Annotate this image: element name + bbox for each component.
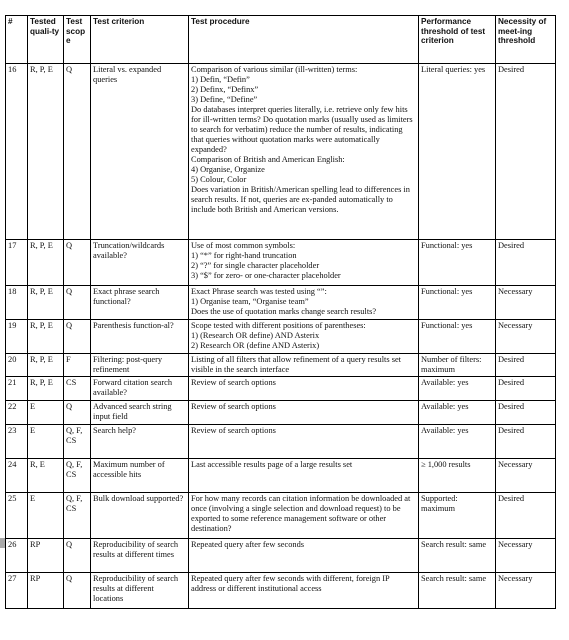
tested-quality-cell: R, P, E: [28, 286, 64, 320]
performance-threshold-cell: Functional: yes: [419, 240, 496, 286]
procedure-line: 1) Organise team, “Organise team”: [191, 297, 309, 306]
test-procedure-cell: [189, 539, 419, 573]
tested-quality-cell: RP: [28, 573, 64, 609]
necessity-cell: Desired: [496, 493, 556, 539]
procedure-line: 5) Colour, Color: [191, 175, 247, 184]
performance-threshold-cell: Search result: same: [419, 573, 496, 609]
procedure-line: 3) Define, “Define”: [191, 95, 258, 104]
test-scope-cell: Q, F, CS: [64, 425, 91, 459]
test-scope-cell: CS: [64, 377, 91, 401]
test-criteria-table: [5, 15, 556, 609]
procedure-line: Last accessible results page of a large results set: [191, 460, 353, 469]
test-procedure-cell: [189, 401, 419, 425]
test-procedure-cell: [189, 320, 419, 354]
test-procedure-cell: [189, 493, 419, 539]
row-number-cell: 16: [6, 64, 28, 240]
tested-quality-cell: R, P, E: [28, 64, 64, 240]
procedure-line: 2) “?” for single character placeholder: [191, 261, 320, 270]
necessity-cell: Desired: [496, 401, 556, 425]
header-test-criterion: Test criterion: [91, 16, 189, 64]
test-criterion-cell: Exact phrase search functional?: [91, 286, 189, 320]
procedure-line: 2) Definx, “Definx”: [191, 85, 259, 94]
table-row: [6, 320, 556, 354]
performance-threshold-cell: Literal queries: yes: [419, 64, 496, 240]
test-scope-cell: Q: [64, 64, 91, 240]
table-row: [6, 354, 556, 377]
tested-quality-cell: RP: [28, 539, 64, 573]
procedure-line: 1) Defin, “Defin”: [191, 75, 250, 84]
procedure-line: Repeated query after few seconds: [191, 540, 305, 549]
necessity-cell: Desired: [496, 240, 556, 286]
row-number-cell: 25: [6, 493, 28, 539]
necessity-cell: Necessary: [496, 286, 556, 320]
table-row: [6, 539, 556, 573]
test-criterion-cell: Advanced search string input field: [91, 401, 189, 425]
necessity-cell: Necessary: [496, 539, 556, 573]
procedure-line: 4) Organise, Organize: [191, 165, 265, 174]
performance-threshold-cell: Supported: maximum: [419, 493, 496, 539]
row-number-cell: 18: [6, 286, 28, 320]
test-procedure-cell: [189, 64, 419, 240]
test-criterion-cell: Reproducibility of search results at different locations: [91, 573, 189, 609]
test-scope-cell: Q, F, CS: [64, 493, 91, 539]
necessity-cell: Necessary: [496, 320, 556, 354]
test-criterion-cell: Filtering: post-query refinement: [91, 354, 189, 377]
header-necessity: Necessity of meet-ing threshold: [496, 16, 556, 64]
performance-threshold-cell: ≥ 1,000 results: [419, 459, 496, 493]
row-number-cell: 27: [6, 573, 28, 609]
row-number-cell: 21: [6, 377, 28, 401]
header-test-procedure: Test procedure: [189, 16, 419, 64]
table-row: [6, 401, 556, 425]
row-number-cell: 26: [6, 539, 28, 573]
necessity-cell: Desired: [496, 64, 556, 240]
test-criterion-cell: Forward citation search available?: [91, 377, 189, 401]
test-procedure-cell: [189, 354, 419, 377]
row-number-cell: 19: [6, 320, 28, 354]
tested-quality-cell: R, P, E: [28, 240, 64, 286]
tested-quality-cell: R, P, E: [28, 320, 64, 354]
table-body: [6, 64, 556, 609]
performance-threshold-cell: Available: yes: [419, 401, 496, 425]
performance-threshold-cell: Available: yes: [419, 425, 496, 459]
table-row: [6, 377, 556, 401]
test-criterion-cell: Truncation/wildcards available?: [91, 240, 189, 286]
procedure-line: Does the use of quotation marks change search results?: [191, 307, 377, 316]
table-row: [6, 493, 556, 539]
test-criterion-cell: Maximum number of accessible hits: [91, 459, 189, 493]
procedure-line: Repeated query after few seconds with different, foreign IP address or different institutional access: [191, 574, 390, 593]
tested-quality-cell: E: [28, 401, 64, 425]
procedure-line: 1) (Research OR define) AND Asterix: [191, 331, 320, 340]
row-number-cell: 20: [6, 354, 28, 377]
necessity-cell: Necessary: [496, 573, 556, 609]
procedure-line: 2) Research OR (define AND Asterix): [191, 341, 320, 350]
procedure-line: Comparison of various similar (ill-written) terms:: [191, 65, 358, 74]
test-scope-cell: Q: [64, 401, 91, 425]
table-row: [6, 240, 556, 286]
table-row: [6, 425, 556, 459]
header-performance-threshold: Performance threshold of test criterion: [419, 16, 496, 64]
test-procedure-cell: [189, 573, 419, 609]
procedure-line: Scope tested with different positions of parentheses:: [191, 321, 366, 330]
tested-quality-cell: R, P, E: [28, 377, 64, 401]
test-criterion-cell: Search help?: [91, 425, 189, 459]
test-scope-cell: Q: [64, 320, 91, 354]
test-procedure-cell: [189, 459, 419, 493]
table-header-row: [6, 16, 556, 64]
performance-threshold-cell: Available: yes: [419, 377, 496, 401]
test-procedure-cell: [189, 425, 419, 459]
row-number-cell: 22: [6, 401, 28, 425]
test-scope-cell: Q: [64, 286, 91, 320]
procedure-line: 1) “*” for right-hand truncation: [191, 251, 297, 260]
procedure-line: Listing of all filters that allow refinement of a query results set visible in the search interface: [191, 355, 402, 374]
procedure-line: For how many records can citation information be downloaded at once (involving a single selection and download request) to be exported to some reference management software or other destination?: [191, 494, 411, 533]
performance-threshold-cell: Search result: same: [419, 539, 496, 573]
row-number-cell: 24: [6, 459, 28, 493]
necessity-cell: Desired: [496, 377, 556, 401]
performance-threshold-cell: Number of filters: maximum: [419, 354, 496, 377]
procedure-line: Does variation in British/American spelling lead to differences in search results. If not, queries are ex-panded automatically to include both British and American versions.: [191, 185, 410, 214]
test-scope-cell: Q: [64, 573, 91, 609]
procedure-line: Comparison of British and American English:: [191, 155, 345, 164]
necessity-cell: Desired: [496, 425, 556, 459]
test-criterion-cell: Bulk download supported?: [91, 493, 189, 539]
test-scope-cell: F: [64, 354, 91, 377]
test-scope-cell: Q: [64, 240, 91, 286]
table-row: [6, 459, 556, 493]
test-criterion-cell: Parenthesis function-al?: [91, 320, 189, 354]
test-criterion-cell: Literal vs. expanded queries: [91, 64, 189, 240]
procedure-line: Use of most common symbols:: [191, 241, 296, 250]
table-row: [6, 64, 556, 240]
procedure-line: 3) “$” for zero- or one-character placeholder: [191, 271, 341, 280]
tested-quality-cell: E: [28, 493, 64, 539]
performance-threshold-cell: Functional: yes: [419, 286, 496, 320]
header-num: #: [6, 16, 28, 64]
procedure-line: Exact Phrase search was tested using “”:: [191, 287, 327, 296]
tested-quality-cell: R, P, E: [28, 354, 64, 377]
procedure-line: Review of search options: [191, 378, 276, 387]
necessity-cell: Necessary: [496, 459, 556, 493]
table-row: [6, 573, 556, 609]
test-procedure-cell: [189, 377, 419, 401]
test-procedure-cell: [189, 286, 419, 320]
procedure-line: Do databases interpret queries literally, i.e. retrieve only few hits for ill-written terms? Do quotation marks (usually used as limiters to search for verbatim) reduce the number of results, indicating that queries without quotation marks were automatically expanded?: [191, 105, 413, 154]
tested-quality-cell: E: [28, 425, 64, 459]
test-scope-cell: Q: [64, 539, 91, 573]
table-row: [6, 286, 556, 320]
row-number-cell: 23: [6, 425, 28, 459]
procedure-line: Review of search options: [191, 402, 276, 411]
header-test-scope: Test scop e: [64, 16, 91, 64]
test-scope-cell: Q, F, CS: [64, 459, 91, 493]
necessity-cell: Desired: [496, 354, 556, 377]
performance-threshold-cell: Functional: yes: [419, 320, 496, 354]
row-number-cell: 17: [6, 240, 28, 286]
test-criterion-cell: Reproducibility of search results at different times: [91, 539, 189, 573]
test-procedure-cell: [189, 240, 419, 286]
procedure-line: Review of search options: [191, 426, 276, 435]
header-tested-quality: Tested quali-ty: [28, 16, 64, 64]
tested-quality-cell: R, E: [28, 459, 64, 493]
